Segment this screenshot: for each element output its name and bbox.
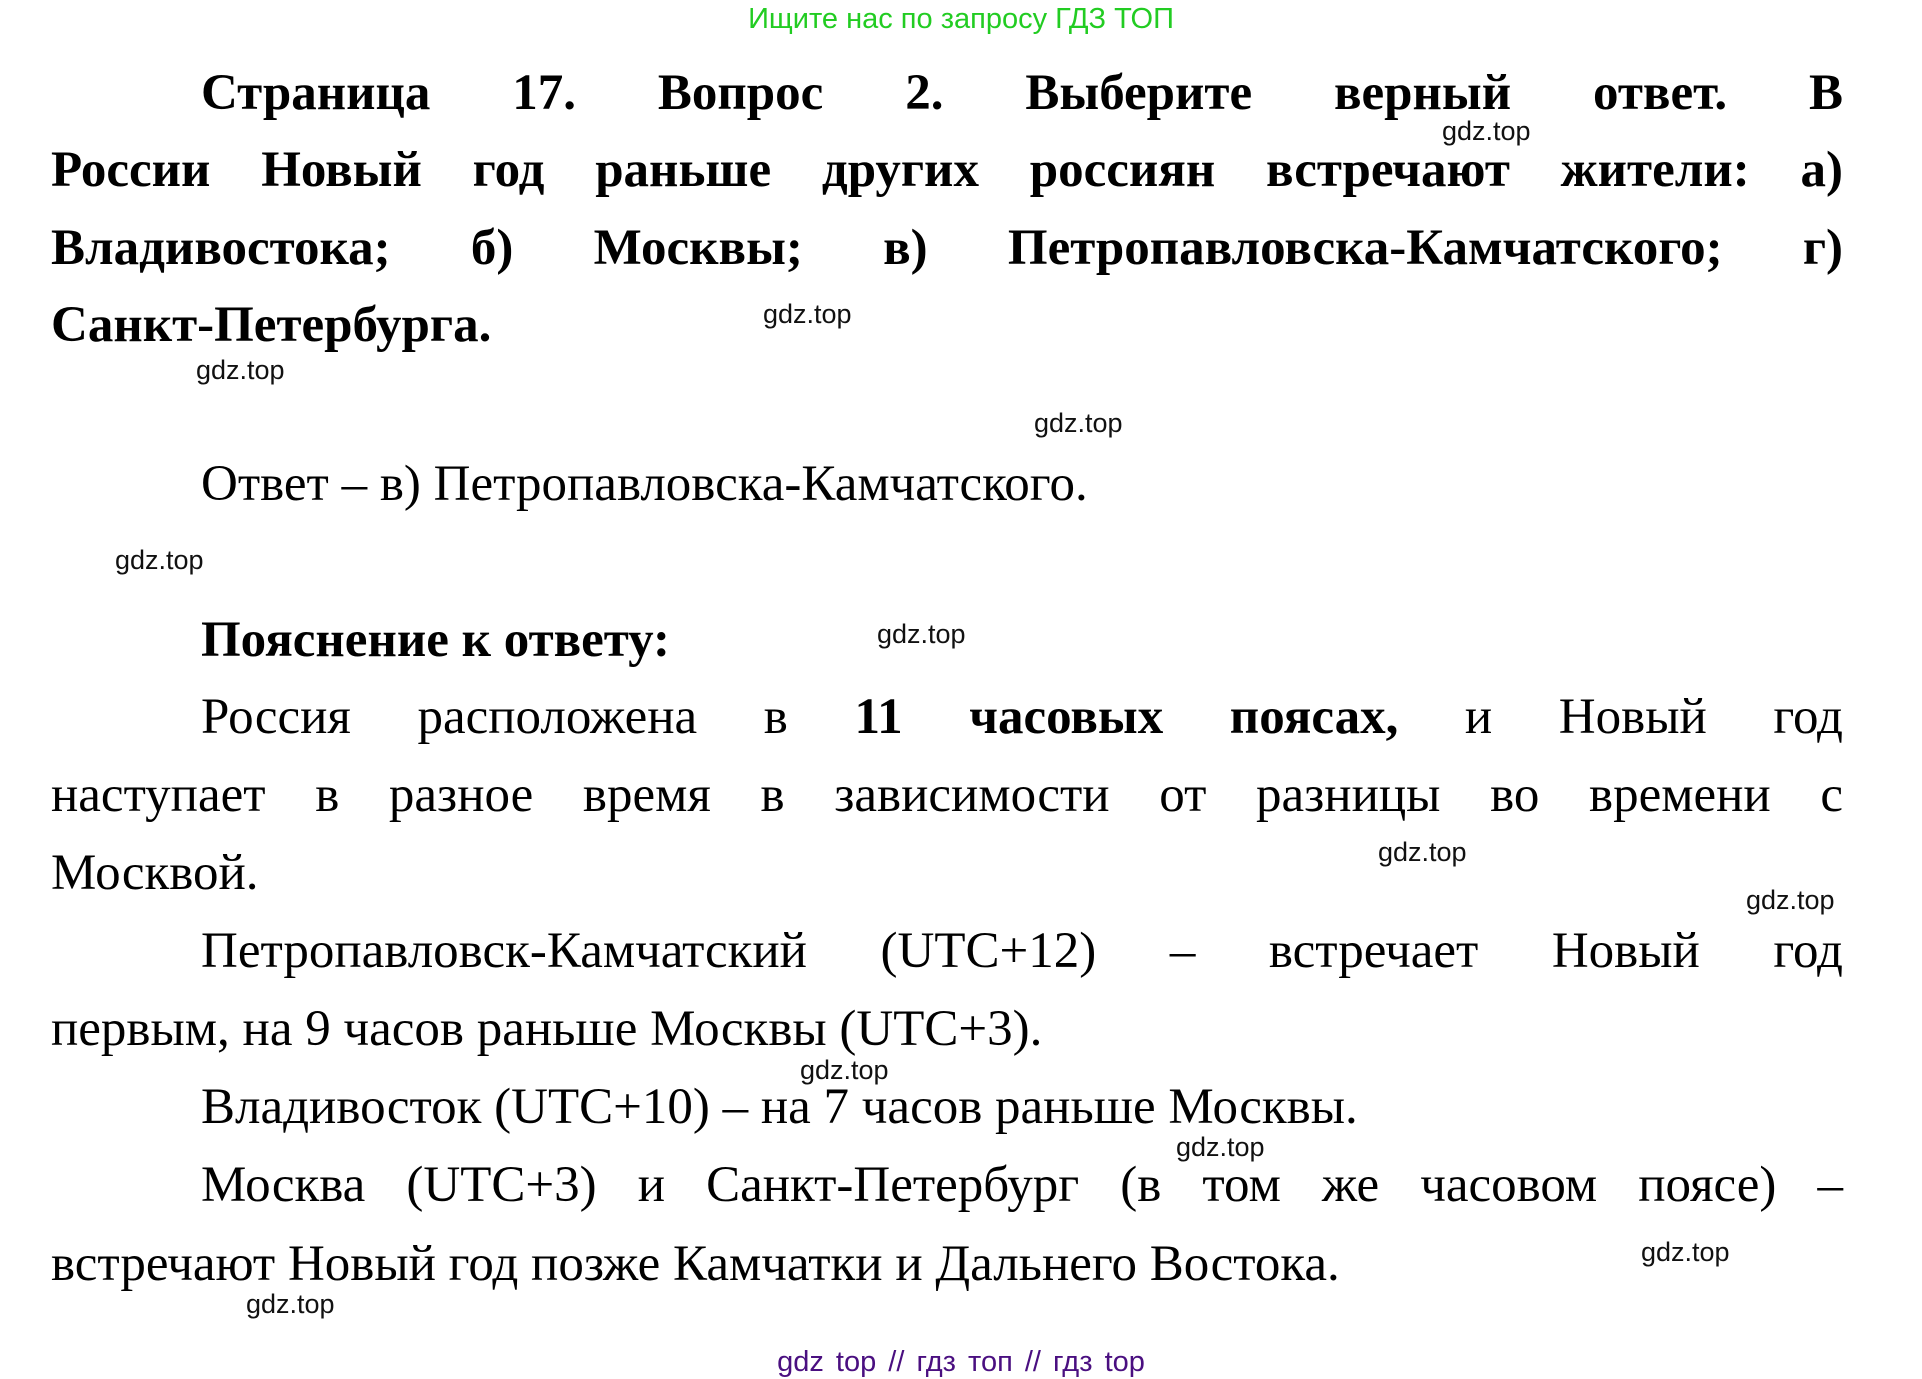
watermark: gdz.top — [246, 1289, 335, 1319]
watermark: gdz.top — [877, 619, 966, 649]
explanation-title: Пояснение к ответу: — [201, 612, 670, 668]
explanation-p1-line3: Москвой. — [51, 845, 259, 901]
explanation-p2-line1: Петропавловск-Камчатский (UTC+12) – встречает Новый год — [201, 923, 1843, 979]
explanation-p3-line1: Владивосток (UTC+10) – на 7 часов раньше Москвы. — [201, 1079, 1358, 1135]
watermark: gdz.top — [1746, 885, 1835, 915]
p1-bold: 11 часовых поясах, — [854, 689, 1399, 745]
watermark: gdz.top — [800, 1055, 889, 1085]
question-line-4: Санкт-Петербурга. — [51, 297, 492, 353]
watermark: gdz.top — [763, 299, 852, 329]
header-ad-text: Ищите нас по запросу ГДЗ ТОП — [748, 3, 1174, 35]
question-line-2: России Новый год раньше других россиян встречают жители: а) — [51, 142, 1843, 198]
footer-ad-text: gdz top // гдз топ // гдз top — [777, 1346, 1145, 1378]
explanation-p4-line1: Москва (UTC+3) и Санкт-Петербург (в том же часовом поясе) – — [201, 1157, 1843, 1213]
p1-prefix: Россия расположена в — [201, 689, 855, 745]
watermark: gdz.top — [1176, 1132, 1265, 1162]
watermark: gdz.top — [196, 355, 285, 385]
watermark: gdz.top — [115, 545, 204, 575]
question-line-3: Владивостока; б) Москвы; в) Петропавловска-Камчатского; г) — [51, 220, 1843, 276]
explanation-p1-line2: наступает в разное время в зависимости от разницы во времени с — [51, 767, 1843, 823]
p1-suffix: и Новый год — [1398, 689, 1843, 745]
question-line-1: Страница 17. Вопрос 2. Выберите верный ответ. В — [201, 65, 1843, 121]
watermark: gdz.top — [1442, 116, 1531, 146]
explanation-p4-line2: встречают Новый год позже Камчатки и Дальнего Востока. — [51, 1236, 1340, 1292]
explanation-p1-line1 — [201, 687, 1843, 747]
explanation-p2-line2: первым, на 9 часов раньше Москвы (UTC+3). — [51, 1001, 1043, 1057]
watermark: gdz.top — [1378, 837, 1467, 867]
answer-text: Ответ – в) Петропавловска-Камчатского. — [201, 456, 1088, 512]
watermark: gdz.top — [1034, 408, 1123, 438]
watermark: gdz.top — [1641, 1237, 1730, 1267]
